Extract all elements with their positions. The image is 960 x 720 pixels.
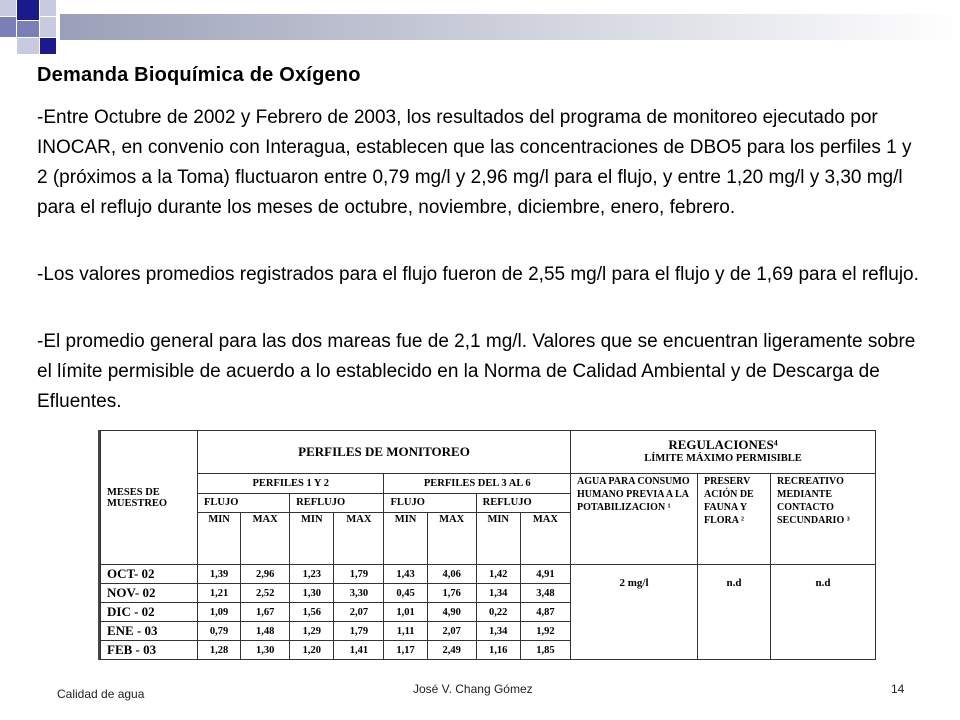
reg-title: REGULACIONES⁴	[668, 437, 778, 453]
monitoring-table-image	[98, 430, 876, 660]
value-cell: 0,79	[198, 622, 241, 641]
decor-square-8	[40, 38, 56, 54]
value-cell: 1,01	[384, 603, 427, 622]
top-gradient-bar	[60, 14, 960, 40]
value-cell: 1,48	[241, 622, 290, 641]
decor-square-1	[0, 0, 16, 16]
value-cell: 2,49	[427, 641, 476, 660]
paragraph-1: -Entre Octubre de 2002 y Febrero de 2003, los resultados del programa de monitoreo ejecutado por INOCAR, en convenio con Interagua, establecen que las concentraciones de DBO5 para los perfiles 1 y 2 (próximos a la Toma) fluctuaron entre 0,79 mg/l y 2,96 mg/l para el flujo, y entre 1,20 mg/l y 3,30 mg/l para el reflujo durante los meses de octubre, noviembre, diciembre, enero, febrero.	[37, 107, 912, 218]
value-cell: 1,17	[384, 641, 427, 660]
group1-header: PERFILES 1 Y 2	[198, 474, 384, 493]
min-header: MIN	[384, 513, 427, 565]
regulaciones-header	[571, 431, 876, 474]
footer-left: Calidad de agua	[57, 687, 145, 701]
value-cell: 1,39	[198, 565, 241, 584]
value-cell: 1,43	[384, 565, 427, 584]
month-cell: OCT- 02	[101, 565, 198, 584]
perfiles-header: PERFILES DE MONITOREO	[198, 431, 571, 474]
reg-col-2: PRESERV ACIÓN DE FAUNA Y FLORA ²	[698, 474, 771, 565]
value-cell: 3,48	[520, 584, 570, 603]
reg-value-2: n.d	[698, 565, 771, 660]
value-cell: 1,30	[290, 584, 334, 603]
decor-square-6	[40, 17, 56, 37]
month-cell: ENE - 03	[101, 622, 198, 641]
min-header: MIN	[476, 513, 520, 565]
min-header: MIN	[290, 513, 334, 565]
value-cell: 4,06	[427, 565, 476, 584]
table-row	[101, 565, 876, 584]
reflujo-header-1: REFLUJO	[290, 493, 384, 512]
value-cell: 2,96	[241, 565, 290, 584]
value-cell: 4,90	[427, 603, 476, 622]
max-header: MAX	[427, 513, 476, 565]
min-header: MIN	[198, 513, 241, 565]
reg-value-1: 2 mg/l	[571, 565, 698, 660]
value-cell: 1,92	[520, 622, 570, 641]
decor-square-4	[0, 17, 16, 37]
value-cell: 1,30	[241, 641, 290, 660]
reg-subtitle: LÍMITE MÁXIMO PERMISIBLE	[644, 453, 802, 465]
flujo-header-2: FLUJO	[384, 493, 476, 512]
value-cell: 1,85	[520, 641, 570, 660]
max-header: MAX	[241, 513, 290, 565]
value-cell: 1,42	[476, 565, 520, 584]
value-cell: 1,76	[427, 584, 476, 603]
value-cell: 1,56	[290, 603, 334, 622]
value-cell: 1,29	[290, 622, 334, 641]
month-header: MESES DE MUESTREO	[101, 431, 198, 565]
reflujo-header-2: REFLUJO	[476, 493, 570, 512]
month-cell: FEB - 03	[101, 641, 198, 660]
month-cell: DIC - 02	[101, 603, 198, 622]
value-cell: 1,34	[476, 584, 520, 603]
page-number: 14	[891, 682, 905, 696]
decor-square-7	[17, 38, 39, 54]
flujo-header-1: FLUJO	[198, 493, 290, 512]
paragraph-2: -Los valores promedios registrados para el flujo fueron de 2,55 mg/l para el flujo y de 1,69 para el reflujo.	[37, 264, 919, 285]
value-cell: 1,16	[476, 641, 520, 660]
decor-square-3	[40, 0, 56, 16]
reg-col-3: RECREATIVO MEDIANTE CONTACTO SECUNDARIO ³	[771, 474, 876, 565]
monitoring-table	[100, 430, 876, 660]
value-cell: 0,22	[476, 603, 520, 622]
group2-header: PERFILES DEL 3 AL 6	[384, 474, 571, 493]
value-cell: 1,09	[198, 603, 241, 622]
value-cell: 3,30	[334, 584, 384, 603]
paragraph-3: -El promedio general para las dos mareas fue de 2,1 mg/l. Valores que se encuentran ligeramente sobre el límite permisible de acuerdo a lo establecido en la Norma de Calidad Ambiental y de Descarga de Efluentes.	[37, 331, 916, 412]
value-cell: 1,67	[241, 603, 290, 622]
value-cell: 1,21	[198, 584, 241, 603]
reg-value-3: n.d	[771, 565, 876, 660]
value-cell: 4,91	[520, 565, 570, 584]
value-cell: 1,23	[290, 565, 334, 584]
value-cell: 1,79	[334, 622, 384, 641]
max-header: MAX	[520, 513, 570, 565]
value-cell: 1,79	[334, 565, 384, 584]
decor-square-2	[17, 0, 39, 20]
footer-author: José V. Chang Gómez	[413, 682, 533, 696]
month-cell: NOV- 02	[101, 584, 198, 603]
value-cell: 2,07	[427, 622, 476, 641]
slide-title: Demanda Bioquímica de Oxígeno	[37, 64, 361, 86]
value-cell: 1,41	[334, 641, 384, 660]
value-cell: 1,11	[384, 622, 427, 641]
reg-col-1: AGUA PARA CONSUMO HUMANO PREVIA A LA POTABILIZACION ¹	[571, 474, 698, 565]
value-cell: 1,34	[476, 622, 520, 641]
value-cell: 2,07	[334, 603, 384, 622]
value-cell: 4,87	[520, 603, 570, 622]
value-cell: 1,28	[198, 641, 241, 660]
decor-square-5	[17, 21, 39, 37]
value-cell: 2,52	[241, 584, 290, 603]
value-cell: 1,20	[290, 641, 334, 660]
max-header: MAX	[334, 513, 384, 565]
value-cell: 0,45	[384, 584, 427, 603]
